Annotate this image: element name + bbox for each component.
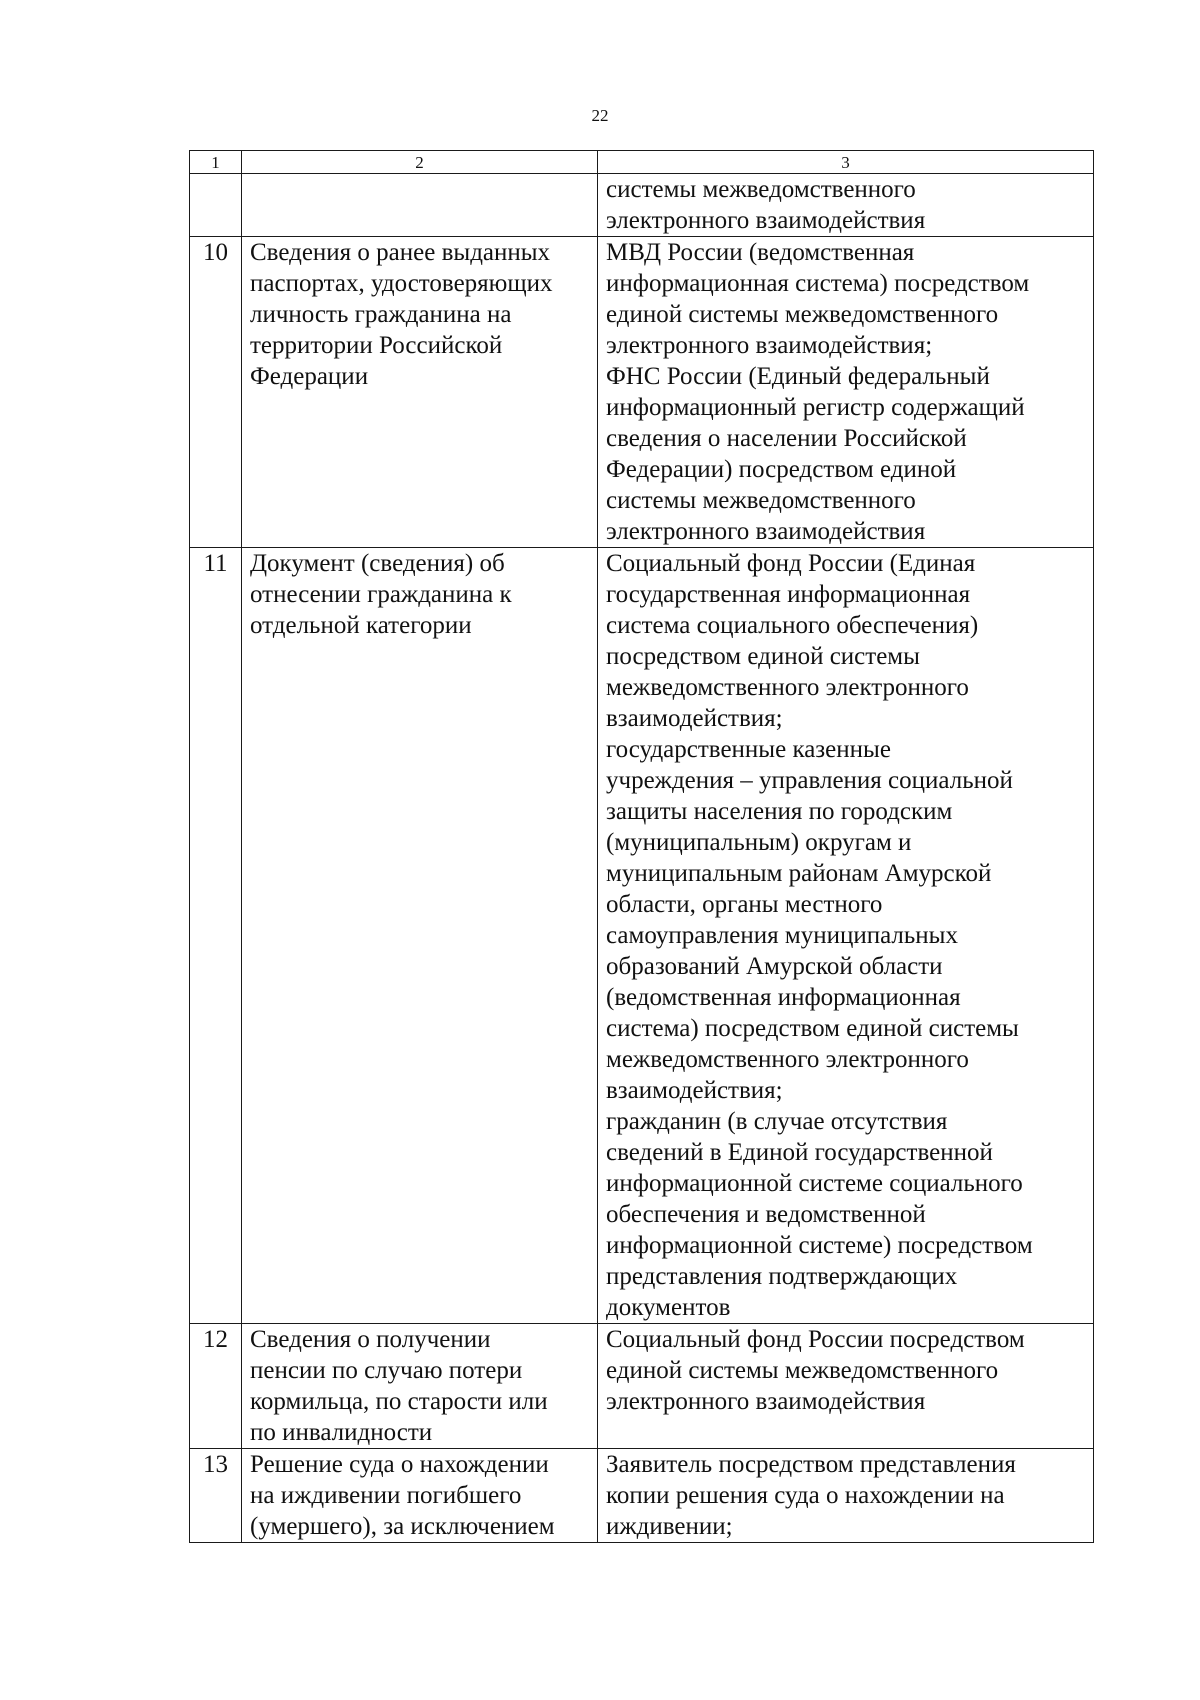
text-line: электронного взаимодействия;: [606, 332, 933, 359]
text-line: единой системы межведомственного: [606, 301, 999, 328]
text-line: паспортах, удостоверяющих: [250, 270, 553, 297]
text-line: пенсии по случаю потери: [250, 1357, 523, 1384]
text-line: сведений в Единой государственной: [606, 1139, 993, 1166]
text-line: копии решения суда о нахождении на: [606, 1482, 1005, 1509]
header-col-3: 3: [598, 151, 1094, 174]
text-line: гражданин (в случае отсутствия: [606, 1108, 948, 1135]
text-line: Федерации) посредством единой: [606, 456, 957, 483]
table-row: [190, 174, 1094, 237]
source-cell: [598, 237, 1094, 548]
text-line: иждивении;: [606, 1513, 733, 1540]
source-cell: [598, 548, 1094, 1324]
document-name-cell: [242, 1449, 598, 1543]
text-line: области, органы местного: [606, 891, 883, 918]
document-name-cell: [242, 174, 598, 237]
row-number-cell: [190, 174, 242, 237]
text-line: МВД России (ведомственная: [606, 239, 915, 266]
text-line: межведомственного электронного: [606, 674, 969, 701]
text-line: электронного взаимодействия: [606, 207, 926, 234]
text-line: территории Российской: [250, 332, 503, 359]
text-line: Решение суда о нахождении: [250, 1451, 549, 1478]
page-number: 22: [591, 106, 609, 125]
text-line: самоуправления муниципальных: [606, 922, 958, 949]
text-line: информационной системе) посредством: [606, 1232, 1033, 1259]
text-line: Федерации: [250, 363, 369, 390]
text-line: Заявитель посредством представления: [606, 1451, 1016, 1478]
text-line: (умершего), за исключением: [250, 1513, 555, 1540]
text-line: отдельной категории: [250, 612, 472, 639]
text-line: государственная информационная: [606, 581, 971, 608]
text-line: муниципальным районам Амурской: [606, 860, 992, 887]
source-cell: [598, 174, 1094, 237]
text-line: Сведения о ранее выданных: [250, 239, 551, 266]
text-line: (ведомственная информационная: [606, 984, 961, 1011]
text-line: личность гражданина на: [250, 301, 512, 328]
text-line: единой системы межведомственного: [606, 1357, 999, 1384]
row-number-cell: 12: [190, 1324, 242, 1449]
table-row: [190, 1324, 1094, 1449]
text-line: системы межведомственного: [606, 487, 916, 514]
text-line: Социальный фонд России (Единая: [606, 550, 976, 577]
source-cell: [598, 1449, 1094, 1543]
table-row: [190, 548, 1094, 1324]
text-line: представления подтверждающих: [606, 1263, 958, 1290]
header-col-1: 1: [190, 151, 242, 174]
text-line: Социальный фонд России посредством: [606, 1326, 1025, 1353]
text-line: система) посредством единой системы: [606, 1015, 1019, 1042]
text-line: системы межведомственного: [606, 176, 916, 203]
text-line: сведения о населении Российской: [606, 425, 967, 452]
table-row: [190, 237, 1094, 548]
text-line: обеспечения и ведомственной: [606, 1201, 926, 1228]
text-line: межведомственного электронного: [606, 1046, 969, 1073]
document-name-cell: [242, 548, 598, 1324]
header-col-2: 2: [242, 151, 598, 174]
text-line: на иждивении погибшего: [250, 1482, 522, 1509]
table-row: [190, 1449, 1094, 1543]
source-cell: [598, 1324, 1094, 1449]
document-name-cell: [242, 1324, 598, 1449]
text-line: Документ (сведения) об: [250, 550, 505, 577]
row-number-cell: 10: [190, 237, 242, 548]
table-header-row: [190, 151, 1094, 174]
text-line: по инвалидности: [250, 1419, 433, 1446]
text-line: посредством единой системы: [606, 643, 920, 670]
text-line: кормильца, по старости или: [250, 1388, 548, 1415]
text-line: информационная система) посредством: [606, 270, 1030, 297]
text-line: (муниципальным) округам и: [606, 829, 912, 856]
text-line: электронного взаимодействия: [606, 518, 926, 545]
text-line: защиты населения по городским: [606, 798, 953, 825]
text-line: Сведения о получении: [250, 1326, 491, 1353]
text-line: ФНС России (Единый федеральный: [606, 363, 990, 390]
text-line: электронного взаимодействия: [606, 1388, 926, 1415]
text-line: система социального обеспечения): [606, 612, 979, 639]
row-number-cell: 11: [190, 548, 242, 1324]
text-line: взаимодействия;: [606, 1077, 783, 1104]
text-line: учреждения – управления социальной: [606, 767, 1013, 794]
document-table: [189, 150, 1094, 1543]
text-line: информационной системе социального: [606, 1170, 1023, 1197]
text-line: образований Амурской области: [606, 953, 943, 980]
text-line: отнесении гражданина к: [250, 581, 512, 608]
text-line: информационный регистр содержащий: [606, 394, 1025, 421]
row-number-cell: 13: [190, 1449, 242, 1543]
text-line: взаимодействия;: [606, 705, 783, 732]
text-line: документов: [606, 1294, 731, 1321]
document-name-cell: [242, 237, 598, 548]
text-line: государственные казенные: [606, 736, 891, 763]
